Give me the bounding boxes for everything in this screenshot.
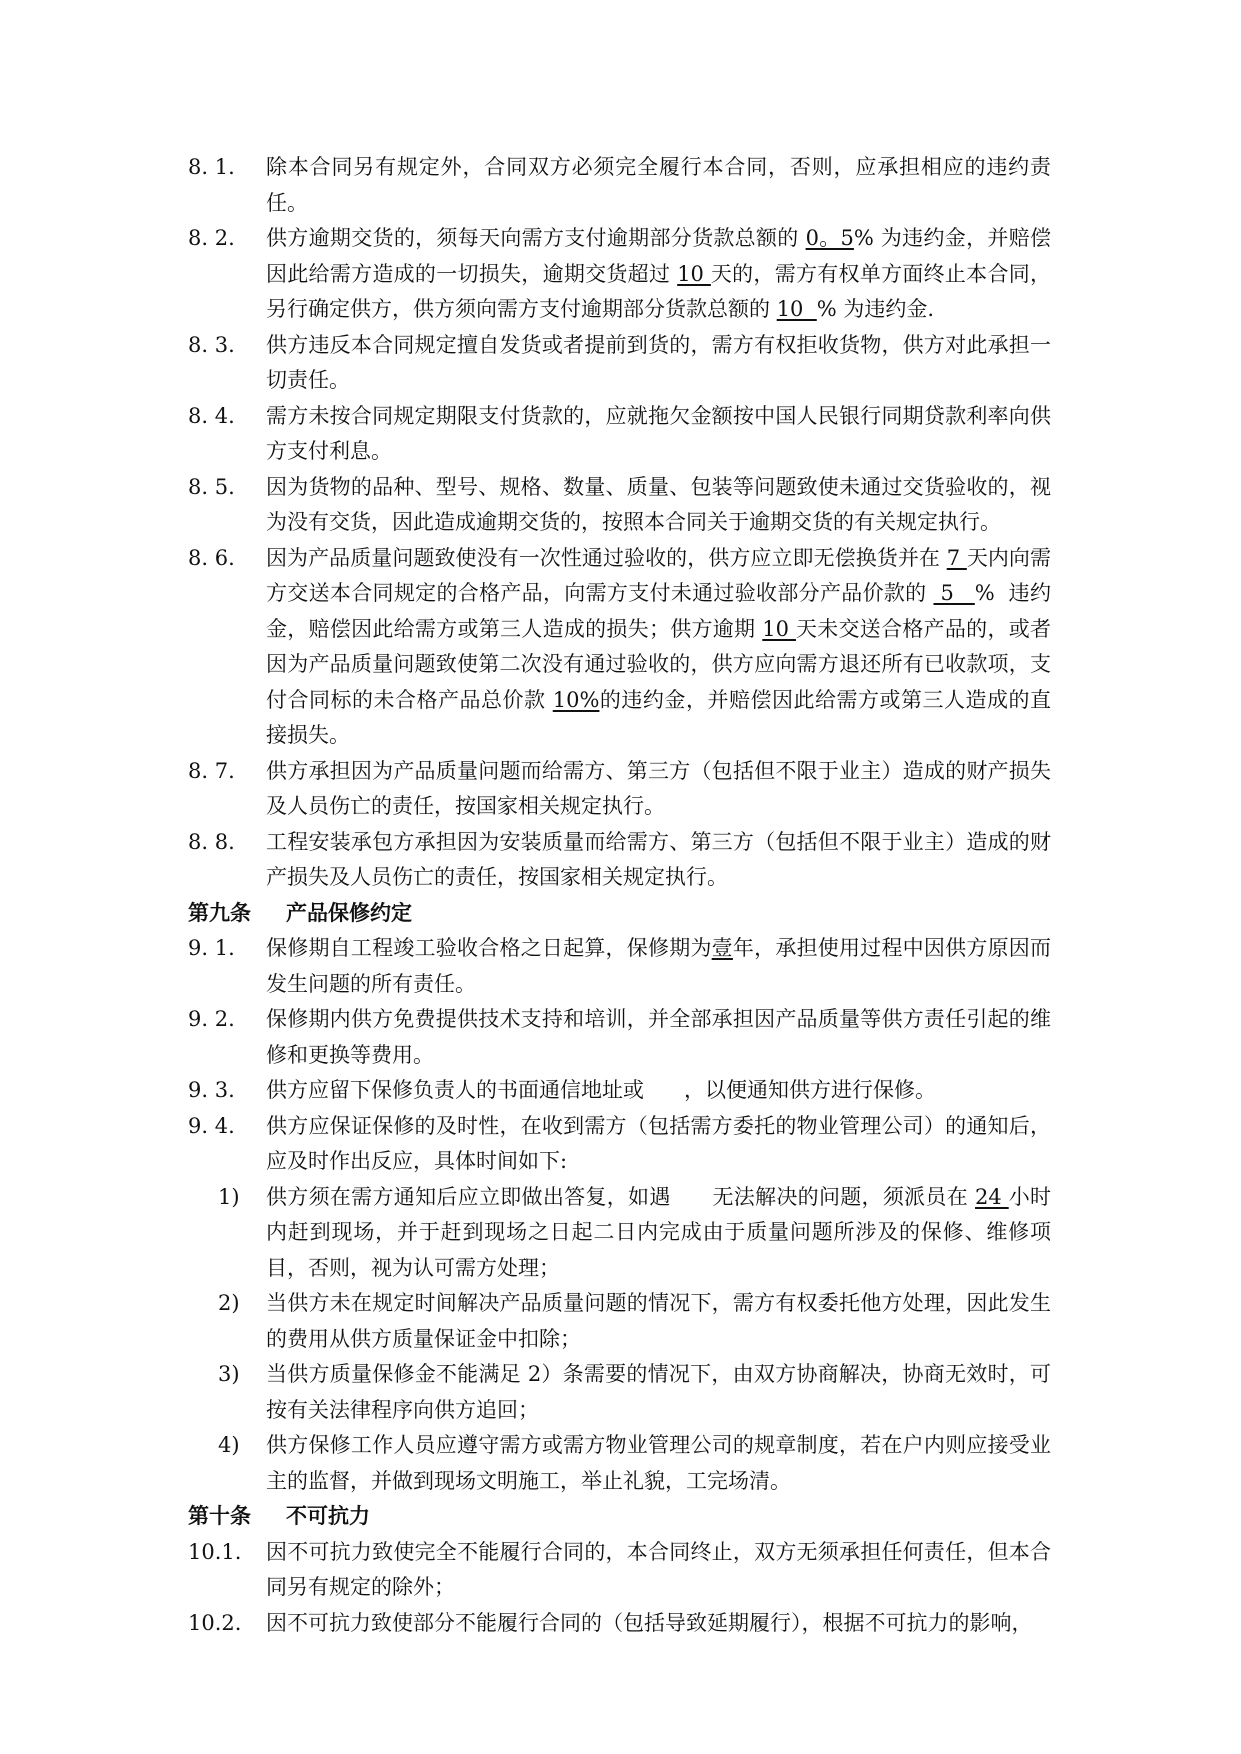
text-run: 因不可抗力致使部分不能履行合同的（包括导致延期履行），根据不可抗力的影响，	[266, 1610, 1033, 1635]
clause	[188, 470, 1051, 541]
section-number: 第九条	[188, 900, 251, 925]
clause-number: 8. 1.	[188, 155, 235, 179]
clause-number: 9. 4.	[188, 1113, 235, 1138]
text-run: 工程安装承包方承担因为安装质量而给需方、第三方（包括但不限于业主）造成的财产损失及人员伤亡的责任，按国家相关规定执行。	[266, 829, 1051, 889]
clause-number: 8. 3.	[188, 332, 235, 357]
filled-blank: 5	[933, 581, 975, 605]
text-run: 的违约金，并赔偿因此给需方或第三人造成的直接损失。	[266, 687, 1051, 747]
clause-text	[266, 1073, 1051, 1109]
clause-number: 9. 1.	[188, 936, 235, 960]
clause-text	[266, 1606, 1051, 1642]
text-run: % 为违约金，并赔偿因此给需方造成的一切损失，逾期交货超过	[266, 226, 1051, 286]
clause-number: 8. 6.	[188, 545, 235, 570]
clause-number: 10.1.	[188, 1539, 242, 1564]
clause-text	[266, 328, 1051, 399]
filled-blank: 0。5	[805, 226, 854, 250]
clause-text	[266, 221, 1051, 328]
clause-number: 8. 2.	[188, 226, 235, 250]
section-heading	[188, 896, 1051, 932]
clause	[188, 1109, 1051, 1180]
sub-item-text	[266, 1286, 1051, 1357]
text-run: 供方违反本合同规定擅自发货或者提前到货的，需方有权拒收货物，供方对此承担一切责任。	[266, 332, 1051, 392]
clause	[188, 150, 1051, 221]
clause-text	[266, 1535, 1051, 1606]
sub-item-text	[266, 1428, 1051, 1499]
text-run: 天的，需方有权单方面终止本合同，另行确定供方，供方须向需方支付逾期部分货款总额的	[266, 261, 1052, 321]
text-run: 保修期自工程竣工验收合格之日起算，保修期为	[266, 936, 712, 960]
clause	[188, 541, 1051, 754]
text-run: 当供方质量保修金不能满足 2）条需要的情况下，由双方协商解决，协商无效时，可按有关法律程序向供方追回；	[266, 1362, 1051, 1422]
clause-text	[266, 399, 1051, 470]
text-run: 需方未按合同规定期限支付货款的，应就拖欠金额按中国人民银行同期贷款利率向供方支付利息。	[266, 403, 1051, 463]
clause-text	[266, 754, 1051, 825]
sub-item-number: 1)	[218, 1184, 240, 1209]
clause-text	[266, 931, 1051, 1002]
text-run: 保修期内供方免费提供技术支持和培训，并全部承担因产品质量等供方责任引起的维修和更换等费用。	[266, 1007, 1051, 1067]
clause-number: 8. 4.	[188, 403, 235, 428]
clause-text	[266, 150, 1051, 221]
filled-blank: 24	[975, 1184, 1009, 1209]
clause-text	[266, 541, 1051, 754]
text-run: 供方承担因为产品质量问题而给需方、第三方（包括但不限于业主）造成的财产损失及人员伤亡的责任，按国家相关规定执行。	[266, 758, 1051, 818]
filled-blank: 壹	[711, 936, 733, 960]
text-run: 供方应留下保修负责人的书面通信地址或 ，以便通知供方进行保修。	[266, 1078, 937, 1102]
text-run: 供方应保证保修的及时性，在收到需方（包括需方委托的物业管理公司）的通知后，应及时作出反应，具体时间如下:	[266, 1113, 1051, 1173]
filled-blank: 7	[946, 545, 967, 570]
clause	[188, 1606, 1051, 1642]
section-number: 第十条	[188, 1504, 251, 1528]
clause	[188, 221, 1051, 328]
clause-text	[266, 470, 1051, 541]
sub-item	[188, 1286, 1051, 1357]
clause-number: 9. 2.	[188, 1007, 235, 1031]
section-title: 不可抗力	[286, 1504, 370, 1528]
sub-item-number: 4)	[218, 1433, 240, 1457]
text-run: 当供方未在规定时间解决产品质量问题的情况下，需方有权委托他方处理，因此发生的费用从供方质量保证金中扣除；	[266, 1291, 1051, 1351]
text-run: 供方逾期交货的，须每天向需方支付逾期部分货款总额的	[266, 226, 806, 250]
text-run: % 为违约金.	[816, 297, 935, 321]
clause-number: 8. 5.	[188, 474, 235, 499]
filled-blank: 10	[776, 297, 817, 321]
clause-text	[266, 825, 1051, 896]
sub-item	[188, 1428, 1051, 1499]
text-run: 除本合同另有规定外，合同双方必须完全履行本合同，否则，应承担相应的违约责任。	[266, 155, 1051, 215]
clause-number: 8. 8.	[188, 829, 235, 854]
sub-item	[188, 1180, 1051, 1287]
section-title: 产品保修约定	[286, 900, 412, 925]
sub-item-text	[266, 1180, 1051, 1287]
clause-text	[266, 1002, 1051, 1073]
clause	[188, 1073, 1051, 1109]
sub-item-number: 3)	[218, 1362, 240, 1386]
sub-item	[188, 1357, 1051, 1428]
filled-blank: 10	[762, 616, 796, 641]
text-run: 因不可抗力致使完全不能履行合同的，本合同终止，双方无须承担任何责任，但本合同另有规定的除外；	[266, 1539, 1051, 1599]
clause-number: 8. 7.	[188, 758, 235, 783]
text-run: 因为产品质量问题致使没有一次性通过验收的，供方应立即无偿换货并在	[266, 545, 947, 570]
text-run: 天未交送合格产品的，或者因为产品质量问题致使第二次没有通过验收的，供方应向需方退还所有已收款项，支付合同标的未合格产品总价款	[266, 616, 1051, 712]
clause	[188, 1535, 1051, 1606]
sub-item-number: 2)	[218, 1291, 240, 1315]
text-run: 供方保修工作人员应遵守需方或需方物业管理公司的规章制度，若在户内则应接受业主的监督，并做到现场文明施工，举止礼貌，工完场清。	[266, 1433, 1051, 1493]
text-run: 小时内赶到现场，并于赶到现场之日起二日内完成由于质量问题所涉及的保修、维修项目，否则，视为认可需方处理；	[266, 1184, 1051, 1280]
text-run: 因为货物的品种、型号、规格、数量、质量、包装等问题致使未通过交货验收的，视为没有交货，因此造成逾期交货的，按照本合同关于逾期交货的有关规定执行。	[266, 474, 1051, 534]
text-run: 年，承担使用过程中因供方原因而发生问题的所有责任。	[266, 936, 1052, 996]
text-run: % 违约金，赔偿因此给需方或第三人造成的损失；供方逾期	[266, 581, 1051, 641]
clause	[188, 825, 1051, 896]
clause	[188, 328, 1051, 399]
text-run: 供方须在需方通知后应立即做出答复，如遇 无法解决的问题，须派员在	[266, 1184, 975, 1209]
filled-blank: 10	[677, 261, 711, 286]
clause-text	[266, 1109, 1051, 1180]
clause	[188, 754, 1051, 825]
clause	[188, 399, 1051, 470]
sub-item-text	[266, 1357, 1051, 1428]
clause-number: 10.2.	[188, 1610, 242, 1635]
clause	[188, 931, 1051, 1002]
clause-number: 9. 3.	[188, 1078, 235, 1102]
filled-blank: 10%	[552, 687, 600, 712]
clause	[188, 1002, 1051, 1073]
text-run: 天内向需方交送本合同规定的合格产品，向需方支付未通过验收部分产品价款的	[266, 545, 1051, 605]
section-heading	[188, 1499, 1051, 1535]
